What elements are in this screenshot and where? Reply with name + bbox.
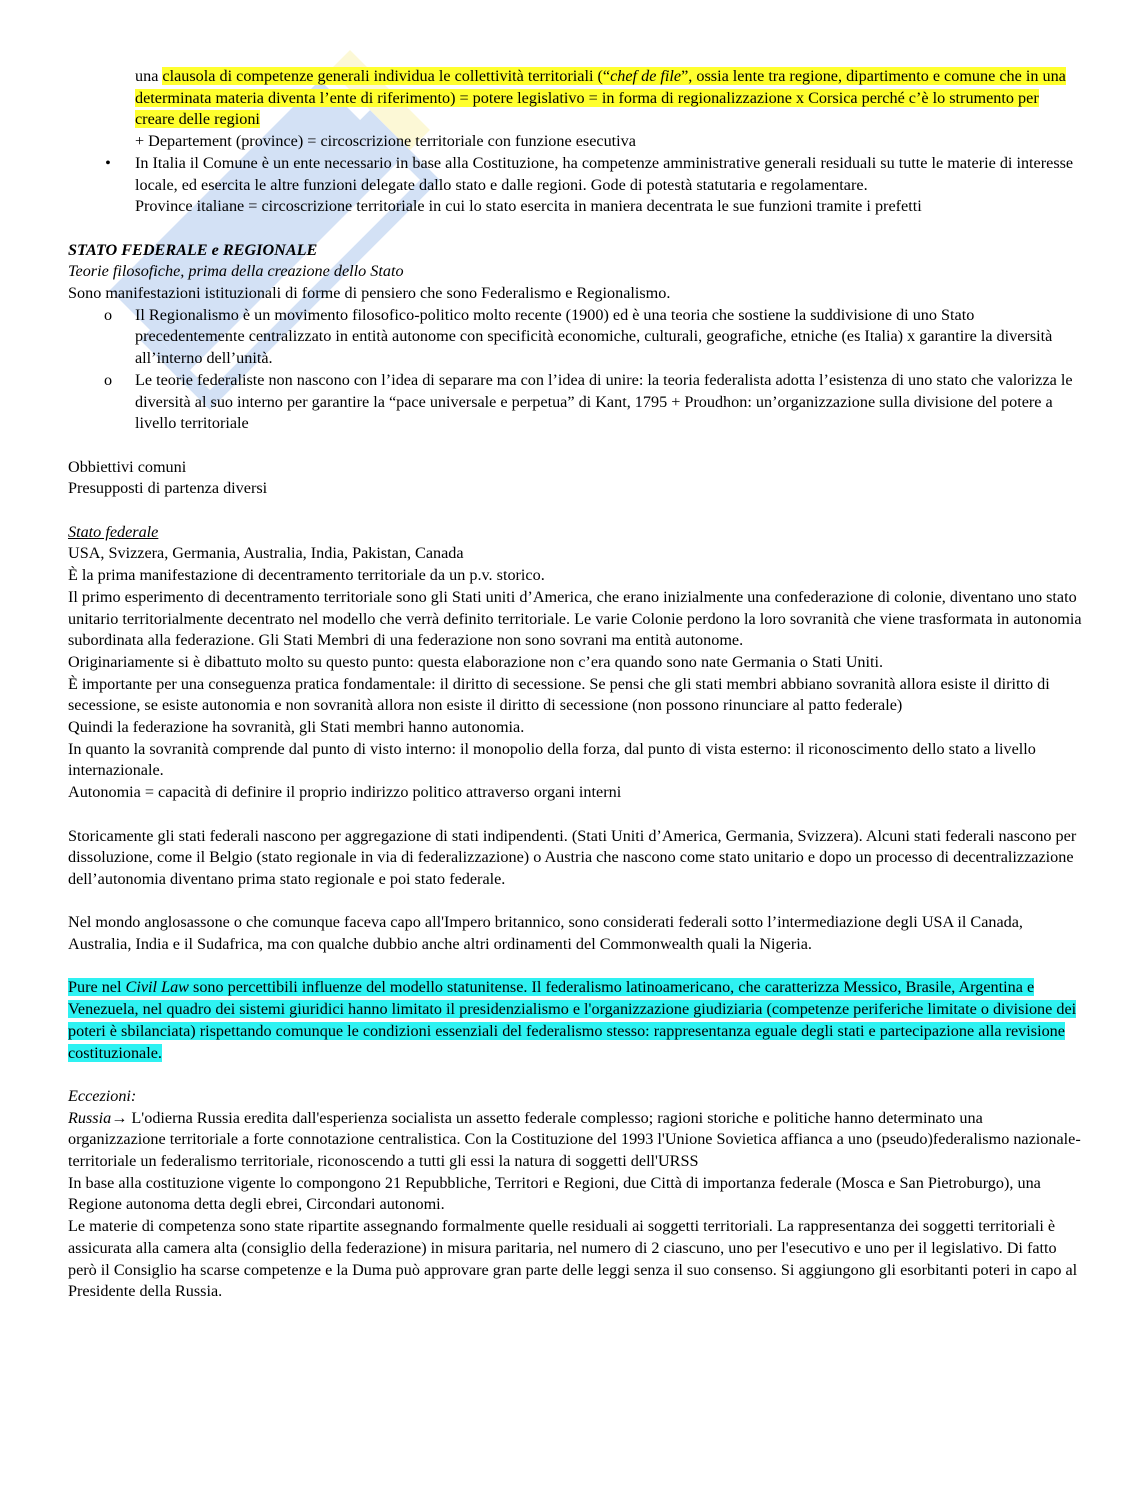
federale-para: È importante per una conseguenza pratica fondamentale: il diritto di secessione. Se pensi che gli stati membri abbiano sovranità allora esiste il diritto di secessione, se esiste autonomia e non sovranità allora non esiste il diritto di secessione (non possono rinunciare al patto federale) [68, 674, 1050, 715]
clausola-paragraph: una clausola di competenze generali individua le collettività territoriali (“chef de file”, ossia lente tra regione, dipartimento e comune che in una determinata materia diventa l’ente di riferimento) = potere legislativo = in forma di regionalizzazione x Corsica perché c’è lo strumento per creare delle regioni [135, 67, 1066, 129]
stato-federale-heading: Stato federale [68, 522, 159, 541]
arrow-icon: → [111, 1108, 128, 1127]
bullet-item-italia [68, 153, 1082, 218]
list-marker: o [103, 370, 113, 389]
anglosassone-paragraph: Nel mondo anglosassone o che comunque faceva capo all'Impero britannico, sono considerati federali sotto l’intermediazione degli USA il Canada, Australia, India e il Sudafrica, ma con qualche dubbio anche altri ordinamenti del Commonwealth quali la Nigeria. [68, 913, 1023, 954]
document-page [68, 66, 1082, 1303]
list-item-text: Le teorie federaliste non nascono con l’idea di separare ma con l’idea di unire: la teoria federalista adotta l’esistenza di uno stato che valorizza le diversità al suo interno per garantire la “pace universale e perpetua” di Kant, 1795 + Proudhon: un’organizzazione sulla divisione del potere a livello territoriale [135, 370, 1073, 433]
presupposti-line: Presupposti di partenza diversi [68, 479, 268, 498]
list-item-regionalismo [68, 305, 1082, 370]
section-intro: Sono manifestazioni istituzionali di forme di pensiero che sono Federalismo e Regionalismo. [68, 284, 671, 303]
russia-competenze: Le materie di competenza sono state ripartite assegnando formalmente quelle residuali ai soggetti territoriali. La rappresentanza dei soggetti territoriali è assicurata alla camera alta (consiglio della federazione) in misura paritaria, nel numero di 2 ciascuno, uno per l'esecutivo e uno per il legislativo. Di fatto però il Consiglio ha scarse competenze e la Duma può approvare gran parte delle leggi senza il suo consenso. Si aggiungono gli esorbitanti poteri in capo al Presidente della Russia. [68, 1217, 1078, 1301]
eccezioni-heading: Eccezioni: [68, 1086, 137, 1105]
section-title: STATO FEDERALE e REGIONALE [68, 240, 318, 259]
bullet-text: In Italia il Comune è un ente necessario in base alla Costituzione, ha competenze amministrative generali residuali su tutte le materie di interesse locale, ed esercita le altre funzioni delegate dallo stato e dalle regioni. Gode di potestà statutaria e regolamentare. [135, 153, 1074, 194]
departement-line: + Departement (province) = circoscrizione territoriale con funzione esecutiva [135, 132, 636, 151]
section-subtitle: Teorie filosofiche, prima della creazione dello Stato [68, 262, 404, 281]
federale-para: Originariamente si è dibattuto molto su questo punto: questa elaborazione non c’era quando sono nate Germania o Stati Uniti. [68, 652, 884, 671]
federale-para: USA, Svizzera, Germania, Australia, India, Pakistan, Canada [68, 544, 464, 563]
storicamente-paragraph: Storicamente gli stati federali nascono per aggregazione di stati indipendenti. (Stati Uniti d’America, Germania, Svizzera). Alcuni stati federali nascono per dissoluzione, come il Belgio (stato regionale in via di federalizzazione) o Austria che nascono come stato unitario e dopo un processo di decentralizzazione dell’autonomia diventano prima stato regionale e poi stato federale. [68, 826, 1077, 888]
obiettivi-line: Obbiettivi comuni [68, 457, 187, 476]
russia-composizione: In base alla costituzione vigente lo compongono 21 Repubbliche, Territori e Regioni, due Città di importanza federale (Mosca e San Pietroburgo), una Regione autonoma detta degli ebrei, Circondari autonomi. [68, 1173, 1041, 1214]
federale-para: Il primo esperimento di decentramento territoriale sono gli Stati uniti d’America, che erano inizialmente una confederazione di colonie, diventano uno stato unitario territorialmente decentrato nel modello che verrà definito territoriale. Le varie Colonie perdono la loro sovranità che viene trasformata in autonomia subordinata alla federazione. Gli Stati Membri di una federazione non sono sovrani ma entità autonome. [68, 587, 1082, 650]
list-item-federalismo [68, 370, 1082, 435]
bullet-marker: • [105, 153, 111, 172]
federale-para: In quanto la sovranità comprende dal punto di visto interno: il monopolio della forza, dal punto di vista esterno: il riconoscimento dello stato a livello internazionale. [68, 739, 1036, 780]
list-marker: o [103, 305, 113, 324]
civil-law-paragraph: Pure nel Civil Law sono percettibili influenze del modello statunitense. Il federalismo latinoamericano, che caratterizza Messico, Brasile, Argentina e Venezuela, nel quadro dei sistemi giuridici hanno limitato il presidenzialismo e l'organizzazione giudiziaria (competenze periferiche limitate o divisione dei poteri è sbilanciata) rispettando comunque le condizioni essenziali del federalismo stesso: rappresentanza eguale degli stati e partecipazione alla revisione costituzionale. [68, 978, 1077, 1062]
list-item-text: Il Regionalismo è un movimento filosofico-politico molto recente (1900) ed è una teoria che sostiene la suddivisione di uno Stato precedentemente centralizzato in entità autonome con specificità economiche, culturali, geografiche, etniche (es Italia) x garantire la diversità all’interno dell’unità. [135, 305, 1053, 368]
federale-para: Quindi la federazione ha sovranità, gli Stati membri hanno autonomia. [68, 718, 525, 737]
federale-para: È la prima manifestazione di decentramento territoriale da un p.v. storico. [68, 566, 545, 585]
russia-paragraph: Russia→ L'odierna Russia eredita dall'esperienza socialista un assetto federale complesso; ragioni storiche e politiche hanno determinato una organizzazione territoriale a forte connotazione centralistica. Con la Costituzione del 1993 l'Unione Sovietica affianca a uno (pseudo)federalismo nazionale-territoriale un federalismo territoriale, riconoscendo a tutti gli essi la natura di soggetti dell'URSS [68, 1108, 1081, 1171]
federale-para: Autonomia = capacità di definire il proprio indirizzo politico attraverso organi interni [68, 783, 622, 802]
bullet-text-province: Province italiane = circoscrizione territoriale in cui lo stato esercita in maniera decentrata le sue funzioni tramite i prefetti [135, 197, 922, 216]
